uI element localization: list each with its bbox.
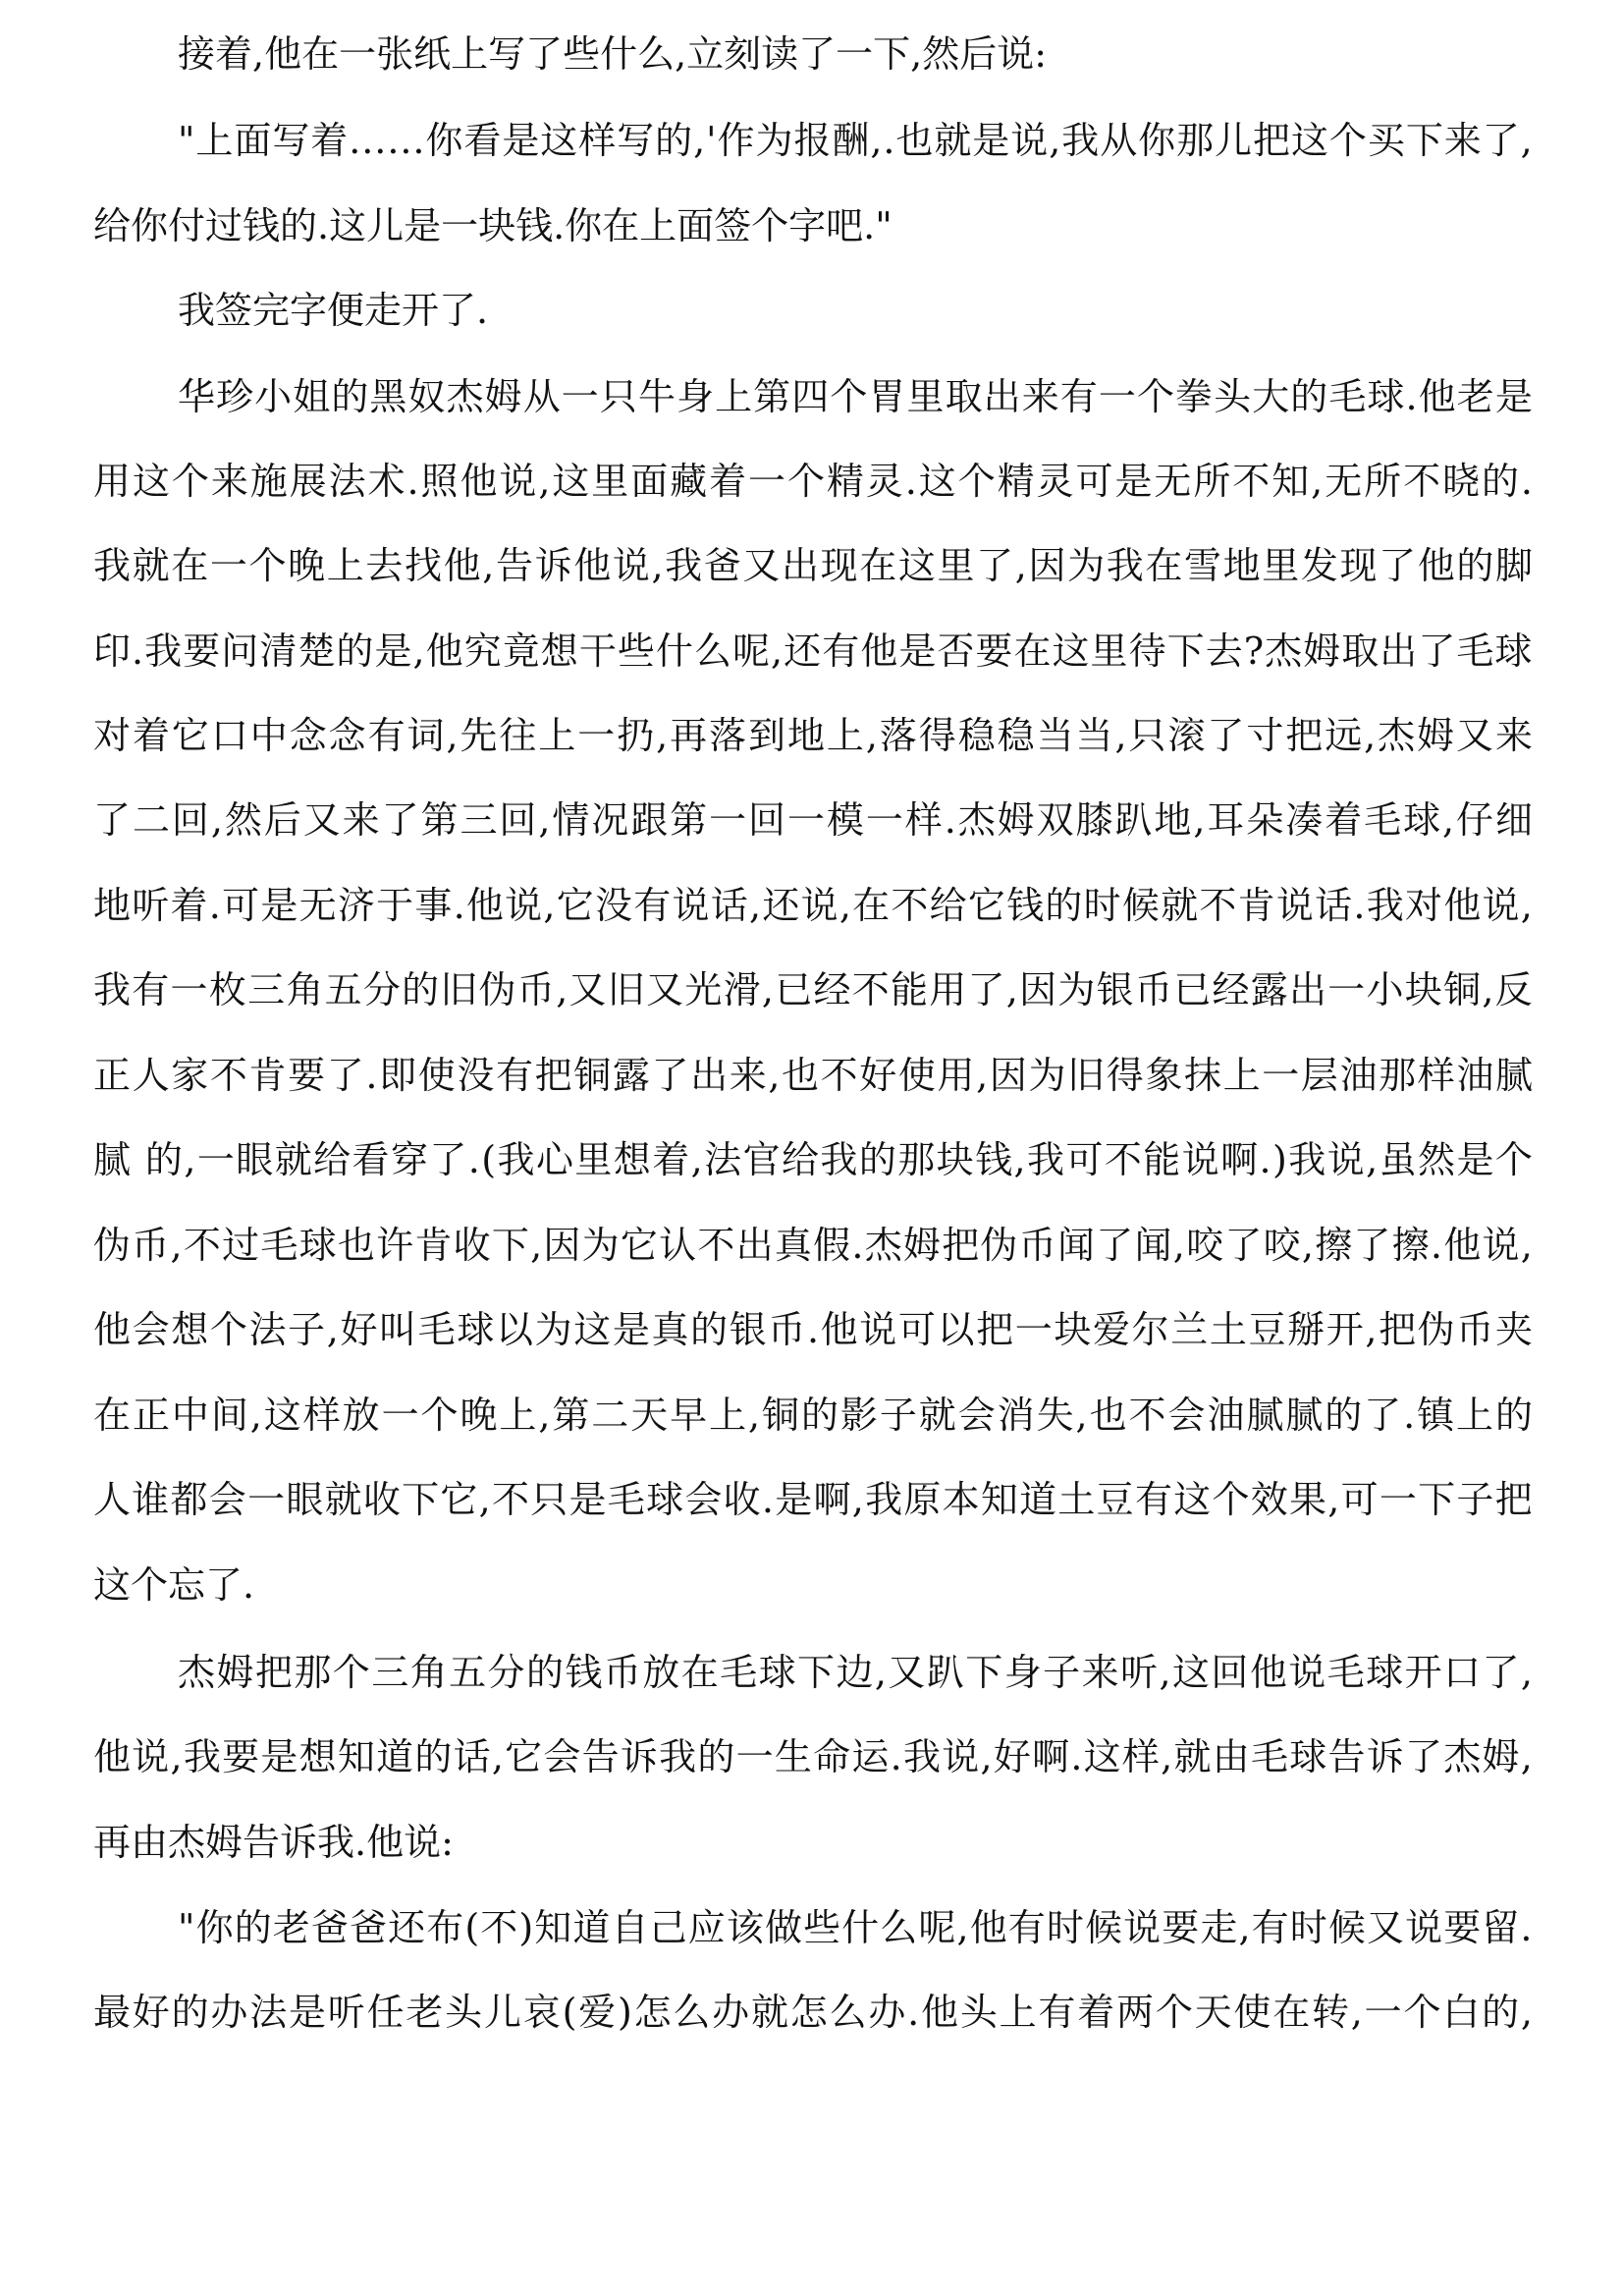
text-line: 华 珍 小 姐 的 黑 奴 杰 姆 从 一 只 牛 身 上 第 四 个 胃 里 取 出 来 有 一 个 拳 头 大 的 毛 球 . 他 老 是	[178, 375, 1533, 418]
text-line: " 你 的 老 爸 爸 还 布 ( 不 ) 知 道 自 己 应 该 做 些 什 么 呢 , 他 有 时 候 说 要 走 , 有 时 候 又 说 要 留 .	[178, 1906, 1533, 1949]
text-line: " 上 面 写 着 . . . . . . 你 看 是 这 样 写 的 , ' 作 为 报 酬 , . 也 就 是 说 , 我 从 你 那 儿 把 这 个 买 下 来 了 ,	[178, 119, 1533, 162]
text-line: 用 这 个 来 施 展 法 术 . 照 他 说 , 这 里 面 藏 着 一 个 精 灵 . 这 个 精 灵 可 是 无 所 不 知 , 无 所 不 晓 的 .	[93, 460, 1533, 503]
text-line: 印 . 我 要 问 清 楚 的 是 , 他 究 竟 想 干 些 什 么 呢 , 还 有 他 是 否 要 在 这 里 待 下 去 ? 杰 姆 取 出 了 毛 球	[93, 629, 1533, 673]
text-line: 我 就 在 一 个 晚 上 去 找 他 , 告 诉 他 说 , 我 爸 又 出 现 在 这 里 了 , 因 为 我 在 雪 地 里 发 现 了 他 的 脚	[93, 544, 1533, 587]
text-line: 杰 姆 把 那 个 三 角 五 分 的 钱 币 放 在 毛 球 下 边 , 又 趴 下 身 子 来 听 , 这 回 他 说 毛 球 开 口 了 ,	[178, 1651, 1533, 1694]
text-line: 他 说 , 我 要 是 想 知 道 的 话 , 它 会 告 诉 我 的 一 生 命 运 . 我 说 , 好 啊 . 这 样 , 就 由 毛 球 告 诉 了 杰 姆 ,	[93, 1735, 1533, 1778]
text-line: 最 好 的 办 法 是 听 任 老 头 儿 哀 ( 爱 ) 怎 么 办 就 怎 么 办 . 他 头 上 有 着 两 个 天 使 在 转 , 一 个 白 的 ,	[93, 1991, 1533, 2034]
text-line: 了 二 回 , 然 后 又 来 了 第 三 回 , 情 况 跟 第 一 回 一 模 一 样 . 杰 姆 双 膝 趴 地 , 耳 朵 凑 着 毛 球 , 仔 细	[93, 798, 1533, 842]
text-line: 腻 的 , 一 眼 就 给 看 穿 了 . ( 我 心 里 想 着 , 法 官 给 我 的 那 块 钱 , 我 可 不 能 说 啊 . ) 我 说 , 虽 然 是 个	[93, 1138, 1533, 1181]
text-line: 我 有 一 枚 三 角 五 分 的 旧 伪 币 , 又 旧 又 光 滑 , 已 经 不 能 用 了 , 因 为 银 币 已 经 露 出 一 小 块 铜 , 反	[93, 968, 1533, 1011]
text-line: 地 听 着 . 可 是 无 济 于 事 . 他 说 , 它 没 有 说 话 , 还 说 , 在 不 给 它 钱 的 时 候 就 不 肯 说 话 . 我 对 他 说 ,	[93, 884, 1533, 927]
text-line: 再由杰姆告诉我.他说:	[93, 1821, 454, 1864]
text-line: 人 谁 都 会 一 眼 就 收 下 它 , 不 只 是 毛 球 会 收 . 是 啊 , 我 原 本 知 道 土 豆 有 这 个 效 果 , 可 一 下 子 把	[93, 1478, 1533, 1521]
text-line: 他 会 想 个 法 子 , 好 叫 毛 球 以 为 这 是 真 的 银 币 . 他 说 可 以 把 一 块 爱 尔 兰 土 豆 掰 开 , 把 伪 币 夹	[93, 1308, 1533, 1351]
text-line: 接着,他在一张纸上写了些什么,立刻读了一下,然后说:	[178, 32, 1048, 76]
text-line: 伪 币 , 不 过 毛 球 也 许 肯 收 下 , 因 为 它 认 不 出 真 假 . 杰 姆 把 伪 币 闻 了 闻 , 咬 了 咬 , 擦 了 擦 . 他 说 ,	[93, 1224, 1533, 1267]
text-line: 正 人 家 不 肯 要 了 . 即 使 没 有 把 铜 露 了 出 来 , 也 不 好 使 用 , 因 为 旧 得 象 抹 上 一 层 油 那 样 油 腻	[93, 1054, 1533, 1097]
text-line: 这个忘了.	[93, 1563, 255, 1607]
text-line: 对 着 它 口 中 念 念 有 词 , 先 往 上 一 扔 , 再 落 到 地 上 , 落 得 稳 稳 当 当 , 只 滚 了 寸 把 远 , 杰 姆 又 来	[93, 714, 1533, 757]
text-line: 在 正 中 间 , 这 样 放 一 个 晚 上 , 第 二 天 早 上 , 铜 的 影 子 就 会 消 失 , 也 不 会 油 腻 腻 的 了 . 镇 上 的	[93, 1394, 1533, 1437]
text-line: 给你付过钱的.这儿是一块钱.你在上面签个字吧."	[93, 204, 893, 247]
text-line: 我签完字便走开了.	[178, 289, 489, 332]
